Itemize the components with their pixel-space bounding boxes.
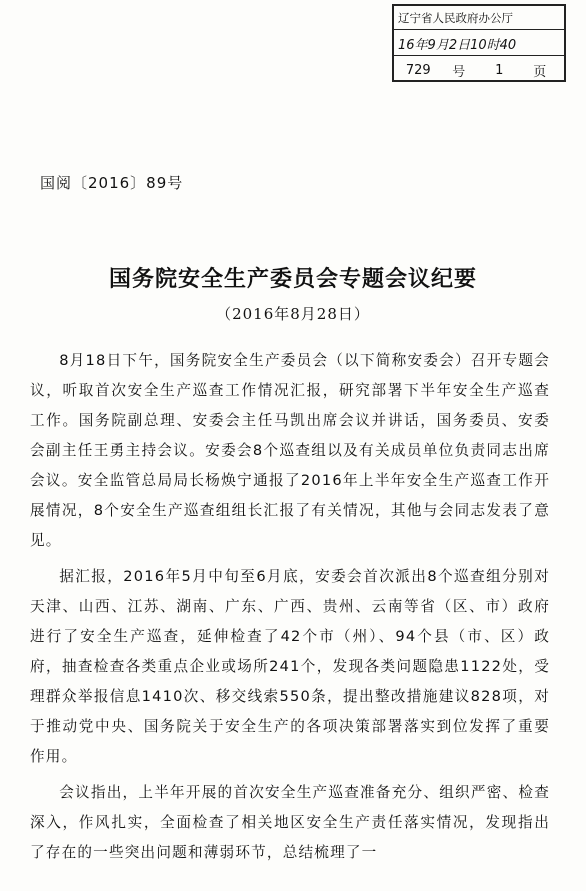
document-date: （2016年8月28日） [216,305,370,323]
paragraph: 据汇报，2016年5月中旬至6月底，安委会首次派出8个巡查组分别对天津、山西、江苏、湖南、广东、广西、贵州、云南等省（区、市）政府进行了安全生产巡查，延伸检查了42个市（州）、94个县（市、区）政府，抽查检查各类重点企业或场所241个，发现各类问题隐患1122处，受理群众举报信息1410次、移交线索550条，提出整改措施建议828项，对于推动党中央、国务院关于安全生产的各项决策部署落实到位发挥了重要作用。 [30,568,550,765]
receipt-stamp [392,4,566,82]
stamp-pages: 1 [495,62,504,78]
stamp-number-row [394,58,564,82]
stamp-number: 729 [405,62,431,78]
stamp-number-unit: 号 [452,64,466,80]
paragraph: 会议指出，上半年开展的首次安全生产巡查准备充分、组织严密、检查深入，作风扎实，全面检查了相关地区安全生产责任落实情况，发现指出了存在的一些突出问题和薄弱环节，总结梳理了一 [30,784,550,861]
document-body [30,346,550,874]
paragraph: 8月18日下午，国务院安全生产委员会（以下简称安委会）召开专题会议，听取首次安全生产巡查工作情况汇报，研究部署下半年安全生产巡查工作。国务院副总理、安委会主任马凯出席会议并讲话，国务委员、安委会副主任王勇主持会议。安委会8个巡查组以及有关成员单位负责同志出席会议。安全监管总局局长杨焕宁通报了2016年上半年安全生产巡查工作开展情况，8个安全生产巡查组组长汇报了有关情况，其他与会同志发表了意见。 [30,352,550,549]
stamp-received-date: 16年9月2日10时40 [394,32,564,56]
document-title: 国务院安全生产委员会专题会议纪要 [108,267,477,292]
document-number: 国阅〔2016〕89号 [40,174,184,192]
stamp-pages-unit: 页 [533,64,547,80]
stamp-org: 辽宁省人民政府办公厅 [394,6,564,30]
